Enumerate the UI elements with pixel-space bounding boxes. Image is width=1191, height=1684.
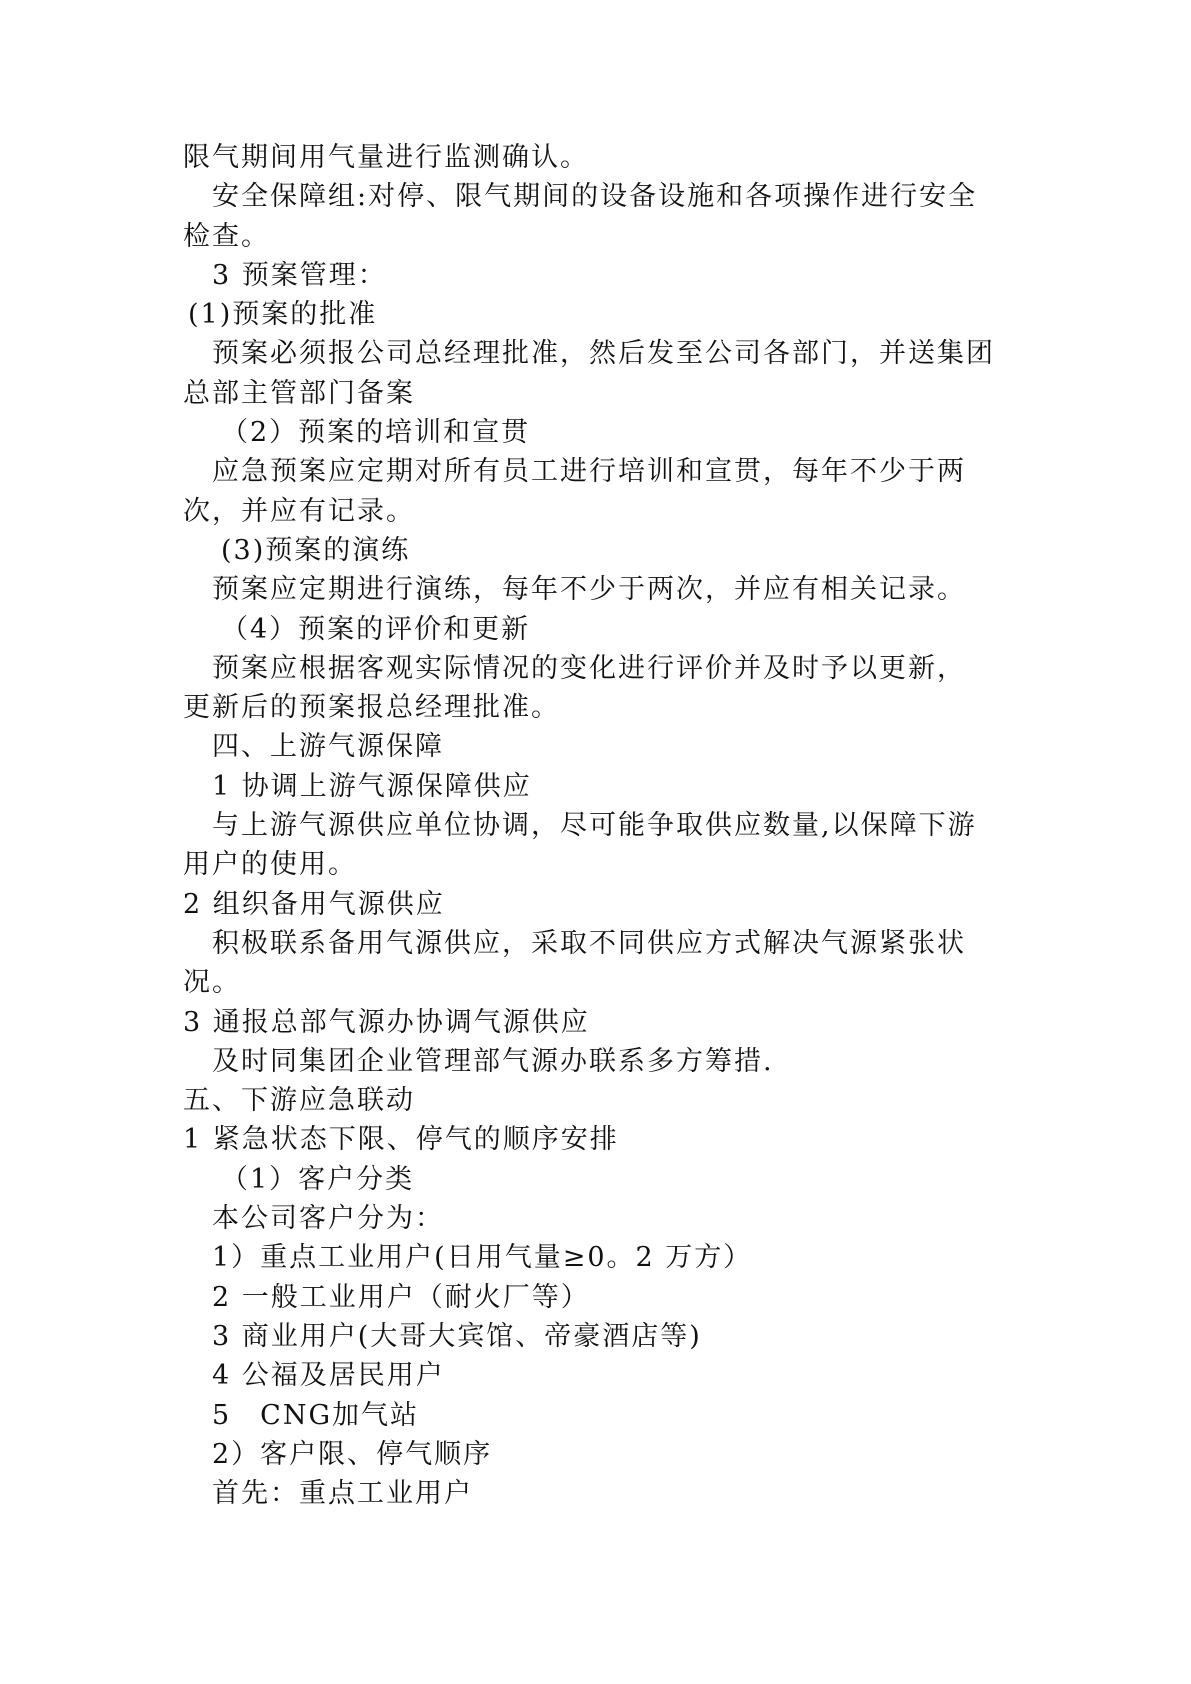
text-line: 检查。	[183, 220, 270, 252]
text-line: 4 公福及居民用户	[212, 1360, 445, 1392]
text-line: 本公司客户分为：	[212, 1203, 444, 1235]
text-line: 预案必须报公司总经理批准，然后发至公司各部门，并送集团	[212, 338, 995, 370]
text-line: 总部主管部门备案	[183, 377, 415, 409]
text-line: 用户的使用。	[183, 849, 357, 881]
text-line: 限气期间用气量进行监测确认。	[183, 142, 589, 173]
text-line: 五、下游应急联动	[183, 1085, 415, 1117]
text-line: 首先：重点工业用户	[212, 1478, 473, 1510]
text-line: 1）重点工业用户(日用气量≥0。2 万方）	[212, 1242, 753, 1274]
text-line: 积极联系备用气源供应，采取不同供应方式解决气源紧张状	[212, 927, 966, 959]
text-line: 安全保障组:对停、限气期间的设备设施和各项操作进行安全	[212, 181, 978, 213]
text-line: (3)预案的演练	[221, 534, 411, 566]
text-line: 2 组织备用气源供应	[183, 888, 445, 920]
text-line: 1 协调上游气源保障供应	[212, 770, 532, 802]
text-line: 3 通报总部气源办协调气源供应	[183, 1006, 590, 1038]
text-line: 3 预案管理：	[212, 259, 387, 291]
text-line: 5 CNG加气站	[212, 1399, 420, 1431]
text-line: 与上游气源供应单位协调，尽可能争取供应数量,以保障下游	[212, 810, 977, 842]
text-line: 2 一般工业用户（耐火厂等）	[212, 1281, 590, 1313]
text-line: 2）客户限、停气顺序	[212, 1438, 493, 1470]
document-body	[183, 138, 1023, 1513]
text-line: 预案应根据客观实际情况的变化进行评价并及时予以更新，	[212, 652, 966, 684]
text-line: 四、上游气源保障	[212, 731, 444, 763]
text-line: 3 商业用户(大哥大宾馆、帝豪酒店等)	[212, 1320, 702, 1352]
text-line: 况。	[183, 967, 241, 999]
text-line: 预案应定期进行演练，每年不少于两次，并应有相关记录。	[212, 574, 966, 606]
text-line: （4）预案的评价和更新	[221, 613, 531, 645]
text-line: 及时同集团企业管理部气源办联系多方筹措.	[212, 1045, 774, 1077]
text-line: （2）预案的培训和宣贯	[221, 417, 531, 449]
text-line: 次，并应有记录。	[183, 495, 415, 527]
text-line: （1）客户分类	[221, 1163, 415, 1195]
text-line: 更新后的预案报总经理批准。	[183, 692, 560, 724]
text-line: 1 紧急状态下限、停气的顺序安排	[183, 1124, 619, 1156]
text-line: 应急预案应定期对所有员工进行培训和宣贯，每年不少于两	[212, 456, 966, 488]
text-line: (1)预案的批准	[188, 299, 378, 331]
